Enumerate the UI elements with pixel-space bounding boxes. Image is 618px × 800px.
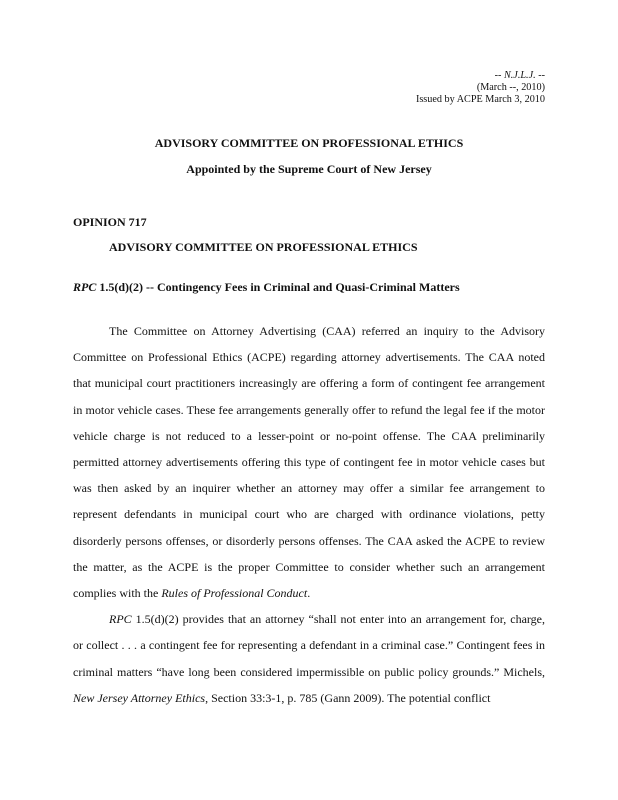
appointed-line: Appointed by the Supreme Court of New Jersey [186,162,432,176]
journal-name: N.J.L.J. [503,70,536,81]
paragraph-2-text: 1.5(d)(2) provides that an attorney “shall not enter into an arrangement for, charge, or collect . . . a contingent fee for representing a defendant in a criminal case.” Contingent fees in criminal matters “have long been considered impermissible on public policy grounds.” Michels, [73,612,545,679]
committee-subtitle: ADVISORY COMMITTEE ON PROFESSIONAL ETHICS [109,240,418,254]
subject-rpc: RPC [73,280,97,294]
opinion-number: OPINION 717 [73,215,147,229]
subject-text: 1.5(d)(2) -- Contingency Fees in Criminal and Quasi-Criminal Matters [96,280,460,294]
rules-title: Rules of Professional Conduct [161,586,308,601]
date-line: (March --, 2010) [476,82,545,93]
document-header [416,70,545,106]
paragraph-1-end: . [307,586,311,601]
paragraph-2-rpc: RPC [109,612,132,627]
paragraph-2-end: , Section 33:3-1, p. 785 (Gann 2009). The potential conflict [205,690,491,705]
paragraph-1 [73,318,545,606]
subject-line [73,280,460,295]
paragraph-1-text: The Committee on Attorney Advertising (CAA) referred an inquiry to the Advisory Committee on Professional Ethics (ACPE) regarding attorney advertisements. The CAA noted that municipal court practitioners increasingly are offering a form of contingent fee arrangement in motor vehicle cases. These fee arrangements generally offer to refund the legal fee if the motor vehicle charge is not reduced to a lesser-point or no-point offense. The CAA preliminarily permitted attorney advertisements offering this type of contingent fee in motor vehicle cases but was then asked by an inquirer whether an attorney may offer a similar fee arrangement to represent defendants in municipal court who are charged with ordinance violations, petty disorderly persons offenses, or disorderly persons offenses. The CAA asked the ACPE to review the matter, as the ACPE is the proper Committee to consider whether such an arrangement complies with the [73,324,545,601]
book-title: New Jersey Attorney Ethics [73,690,206,705]
journal-line: -- N.J.L.J. -- [494,70,545,81]
paragraph-2 [73,606,545,711]
committee-title: ADVISORY COMMITTEE ON PROFESSIONAL ETHICS [154,136,464,150]
issued-line: Issued by ACPE March 3, 2010 [415,94,545,105]
opinion-body [73,318,545,711]
